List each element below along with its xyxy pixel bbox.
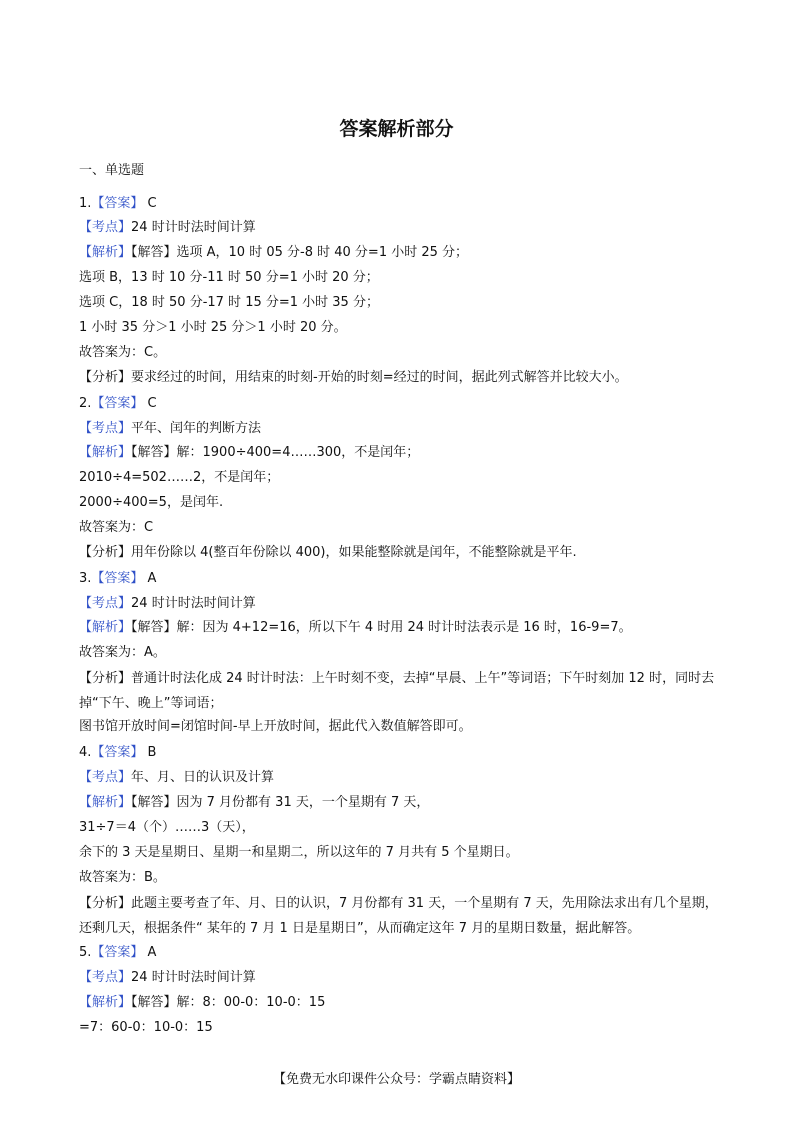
point-tag: 【考点】 — [79, 220, 132, 235]
q1-line-3: 1 小时 35 分＞1 小时 25 分＞1 小时 20 分。 — [79, 320, 347, 335]
q3-line-3: 图书馆开放时间=闭馆时间-早上开放时间，据此代入数值解答即可。 — [79, 719, 472, 734]
q1-analysis: 【解答】选项 A，10 时 05 分-8 时 40 分=1 小时 25 分； — [131, 245, 469, 260]
q5-analysis: 【解答】解：8：00-0：10-0：15 — [131, 995, 326, 1010]
q5-point-line — [79, 969, 719, 987]
q3-analysis-line — [79, 619, 719, 637]
point-tag: 【考点】 — [79, 596, 132, 611]
q2-analysis-line — [79, 444, 719, 462]
point-tag: 【考点】 — [79, 770, 132, 785]
answer-tag: 【答案】 — [91, 196, 144, 211]
q4-line-4: 【分析】此题主要考查了年、月、日的认识，7 月份都有 31 天，一个星期有 7 天，先用除法求出有几个星期，还剩几天，根据条件“ 某年的 7 月 1 日是星期日”，从而确定这年 7 月的星期日数量，据此解答。 — [79, 896, 718, 936]
q2-line-3: 故答案为：C — [79, 520, 154, 535]
q3-line-1: 故答案为：A。 — [79, 645, 166, 660]
analysis-tag: 【解析】 — [79, 995, 132, 1010]
q4-line-1: 31÷7＝4（个）……3（天）， — [79, 820, 255, 835]
q1-analysis-line — [79, 244, 719, 262]
q1-point: 24 时计时法时间计算 — [131, 220, 256, 235]
q3-point: 24 时计时法时间计算 — [131, 596, 256, 611]
q2-analysis: 【解答】解：1900÷400=4……300，不是闰年； — [131, 445, 420, 460]
q2-line-1: 2010÷4=502……2，不是闰年； — [79, 470, 280, 485]
analysis-tag: 【解析】 — [79, 795, 132, 810]
q2-number: 2. — [79, 396, 92, 411]
q5-point: 24 时计时法时间计算 — [131, 970, 256, 985]
q1-number: 1. — [79, 196, 92, 211]
answer-tag: 【答案】 — [91, 396, 144, 411]
q1-line-2: 选项 C，18 时 50 分-17 时 15 分=1 小时 35 分； — [79, 295, 379, 310]
answer-tag: 【答案】 — [91, 571, 144, 586]
q4-point-line — [79, 769, 719, 787]
q2-point: 平年、闰年的判断方法 — [131, 421, 262, 436]
section-heading: 一、单选题 — [79, 163, 145, 178]
answer-tag: 【答案】 — [91, 945, 144, 960]
q5-answer: A — [143, 945, 157, 960]
q4-analysis-line — [79, 794, 719, 812]
q5-number: 5. — [79, 945, 92, 960]
q2-point-line — [79, 420, 719, 438]
q4-analysis: 【解答】因为 7 月份都有 31 天，一个星期有 7 天， — [131, 795, 430, 810]
q1-point-line — [79, 219, 719, 237]
q3-analysis: 【解答】解：因为 4+12=16，所以下午 4 时用 24 时计时法表示是 16 时，16-9=7。 — [131, 620, 632, 635]
analysis-tag: 【解析】 — [79, 445, 132, 460]
answer-tag: 【答案】 — [91, 745, 144, 760]
q1-answer: C — [143, 196, 157, 211]
q1-line-1: 选项 B，13 时 10 分-11 时 50 分=1 小时 20 分； — [79, 270, 379, 285]
page-footer: 【免费无水印课件公众号：学霸点睛资料】 — [272, 1072, 520, 1087]
q5-analysis-line — [79, 994, 719, 1012]
q4-line-2: 余下的 3 天是星期日、星期一和星期二，所以这年的 7 月共有 5 个星期日。 — [79, 845, 519, 860]
q4-line-3: 故答案为：B。 — [79, 870, 166, 885]
q4-point: 年、月、日的认识及计算 — [131, 770, 275, 785]
q3-answer: A — [143, 571, 157, 586]
q3-line-2: 【分析】普通计时法化成 24 时计时法：上午时刻不变，去掉“早晨、上午”等词语；下午时刻加 12 时，同时去掉“下午、晚上”等词语； — [79, 671, 715, 711]
q5-line-1: =7：60-0：10-0：15 — [79, 1020, 213, 1035]
q1-line-4: 故答案为：C。 — [79, 345, 167, 360]
page-title: 答案解析部分 — [339, 118, 454, 140]
q3-number: 3. — [79, 571, 92, 586]
q2-line-2: 2000÷400=5，是闰年. — [79, 495, 224, 510]
q4-answer: B — [143, 745, 157, 760]
q1-line-5: 【分析】要求经过的时间，用结束的时刻-开始的时刻=经过的时间，据此列式解答并比较大小。 — [79, 370, 628, 385]
q2-answer-line — [79, 395, 719, 413]
q5-answer-line — [79, 944, 719, 962]
analysis-tag: 【解析】 — [79, 245, 132, 260]
q4-number: 4. — [79, 745, 92, 760]
point-tag: 【考点】 — [79, 421, 132, 436]
q1-answer-line — [79, 195, 719, 213]
q3-point-line — [79, 595, 719, 613]
q4-answer-line — [79, 744, 719, 762]
q2-line-4: 【分析】用年份除以 4(整百年份除以 400)，如果能整除就是闰年，不能整除就是平年. — [79, 545, 577, 560]
point-tag: 【考点】 — [79, 970, 132, 985]
q3-answer-line — [79, 570, 719, 588]
q2-answer: C — [143, 396, 157, 411]
analysis-tag: 【解析】 — [79, 620, 132, 635]
